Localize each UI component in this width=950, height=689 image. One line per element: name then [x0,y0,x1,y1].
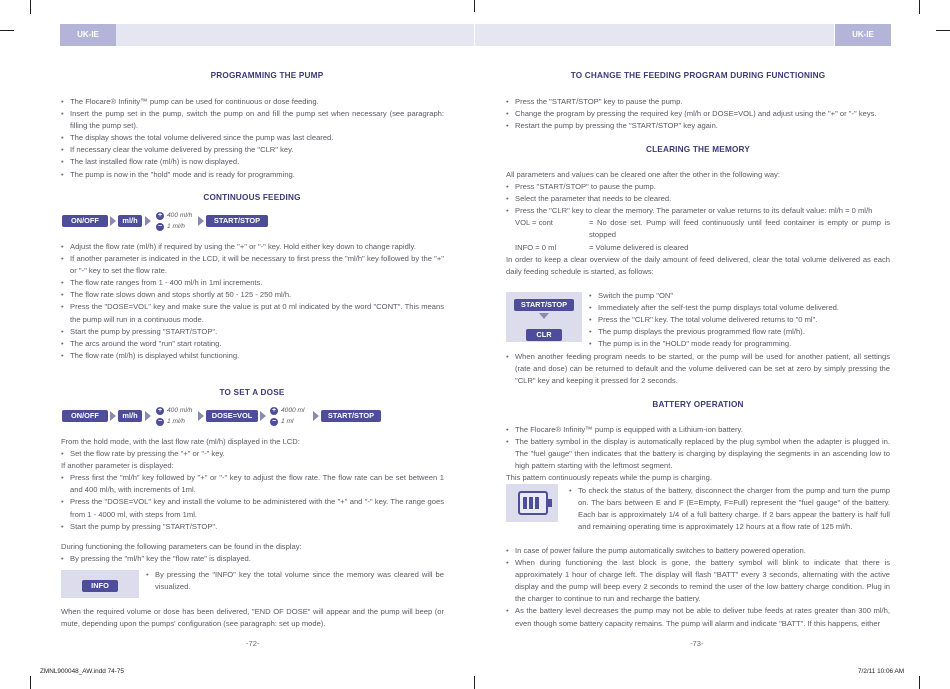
list-item: • As the battery level decreases the pump may not be able to deliver tube feeds at rates greater than 300 ml/h, even though some battery capacity remains. The pump will alarm and indicate "BATT". If this happens, either [506,605,890,629]
memory-overview: In order to keep a clear overview of the daily amount of feed delivered, clear the total volume delivered as each daily feeding schedule is started, as follows: [506,254,890,276]
crop-mark [0,30,14,31]
minus-range-label: 1 ml [281,418,294,425]
list-item: • By pressing the "ml/h" key the "flow rate" is displayed. [61,553,444,565]
dose-text [61,436,444,565]
crop-mark [474,0,475,12]
list-item: • Press first the "ml/h" key followed by "+" or "-" key to adjust the flow rate. The flow rate can be set between 1 and 400 ml/h, with increments of 1ml. [61,472,444,496]
programming-bullets [61,96,444,181]
crop-mark [30,0,31,14]
memory-last [506,351,890,387]
list-item: • Insert the pump set in the pump, switch the pump on and fill the pump set when necessary (see paragraph: filling the pump set). [61,108,444,132]
arrow-icon [145,216,151,226]
memory-intro: All parameters and values can be cleared one after the other in the following way: [506,170,780,179]
list-item: • If necessary clear the volume delivered by pressing the "CLR" key. [61,144,444,156]
list-item: • Press the "DOSE=VOL" key and install the volume to be administered with the "+" and "-" key. The range goes from 1 - 4000 ml, with steps from 1ml. [61,496,444,520]
list-item: • Change the program by pressing the required key (ml/h or DOSE=VOL) and adjust using the "+" or "-" keys. [506,108,890,120]
vol-label: VOL = cont [515,218,553,228]
info-default-row [506,242,890,254]
start-stop-key: START/STOP [514,299,574,311]
list-item: • The arcs around the word "run" start rotating. [61,338,444,350]
list-item: • The flow rate ranges from 1 - 400 ml/h in 1ml increments. [61,277,444,289]
list-item: • Start the pump by pressing "START/STOP". [61,521,444,533]
list-item: • Press the "START/STOP" key to pause the pump. [506,96,890,108]
language-tab-left: UK-IE [60,24,116,46]
list-item: • The display shows the total volume delivered since the pump was last cleared. [61,132,444,144]
arrow-icon [110,216,116,226]
battery-check [569,485,890,533]
on-off-key: ON/OFF [62,410,108,422]
minus-icon: − [157,418,163,425]
arrow-down-icon [539,313,549,319]
info-key: INFO [82,580,118,592]
start-stop-key: START/STOP [321,410,381,422]
section-title-dose: TO SET A DOSE [219,388,285,397]
crop-mark [936,30,950,31]
crop-mark [919,676,920,689]
plus-range-label: 400 ml/h [167,212,193,219]
arrow-icon [313,411,319,421]
dose-intro: From the hold mode, with the last flow rate (ml/h) displayed in the LCD: [61,437,300,446]
info-bullet [146,569,444,593]
plus-icon: + [271,407,277,414]
battery-pattern: This pattern continuously repeats while the pump is charging. [506,473,712,483]
plus-range-label: 4000 ml [281,407,305,414]
section-title-battery: BATTERY OPERATION [652,400,744,409]
crop-mark [919,0,920,14]
arrow-icon [198,216,204,226]
list-item: • Press the "DOSE=VOL" key and make sure the value is put at 0 ml indicated by the word "CONT". This means the pump will run in a continuous mode. [61,301,444,325]
start-stop-key: START/STOP [206,215,268,227]
info-label: INFO = 0 ml [515,242,557,252]
change-bullets [506,96,890,132]
vol-default-row [506,217,890,241]
list-item: • When during functioning the last block is gone, the battery symbol will blink to indicate that there is approximately 1 hour of charge left. The display will flash "BATT" every 3 seconds, alternating with the active display and the pump will beep every 2 seconds to remind the user of the low battery charge condition. Plug in the charger to continue to run and recharge the battery. [506,557,890,605]
dose-vol-key: DOSE=VOL [206,410,258,422]
arrow-icon [110,411,116,421]
list-item: • The Flocare® Infinity™ pump is equipped with a Lithium-ion battery. [506,424,890,436]
list-item: • Start the pump by pressing "START/STOP". [61,326,444,338]
list-item: • The flow rate slows down and stops shortly at 50 - 125 - 250 ml/h. [61,289,444,301]
crop-mark [30,676,31,689]
list-item: • Adjust the flow rate (ml/h) if required by using the "+" or "-" key. Hold either key down to change rapidly. [61,241,444,253]
section-title-programming: PROGRAMMING THE PUMP [210,71,324,80]
battery-text [506,424,890,484]
memory-steps [589,290,890,350]
minus-icon: − [157,223,163,230]
section-title-memory: CLEARING THE MEMORY [645,145,751,154]
info-desc: = Volume delivered is cleared [589,242,689,252]
vol-desc: = No dose set. Pump will feed continuously until feed container is empty or pump is stopped [589,218,890,240]
dose-end-text: When the required volume or dose has been delivered, "END OF DOSE" will appear and the pump will beep (or mute, depending upon the pumps' configuration (see paragraph: set up mode). [61,607,444,629]
battery-icon [518,491,548,515]
arrow-icon [260,411,266,421]
memory-text [506,169,890,278]
language-tab-right: UK-IE [835,24,891,46]
list-item: • Press "START/STOP" to pause the pump. [506,181,890,193]
ml-h-key: ml/h [118,215,142,227]
plus-range-label: 400 ml/h [167,407,193,414]
list-item: • If another parameter is indicated in the LCD, it will be necessary to first press the "ml/h" key followed by the "+" or "-" key to set the flow rate. [61,253,444,277]
list-item: • Switch the pump "ON" [589,290,890,302]
ml-h-key: ml/h [118,410,142,422]
arrow-icon [145,411,151,421]
dose-during: During functioning the following parameters can be found in the display: [61,541,302,551]
list-item: • Restart the pump by pressing the "START/STOP" key again. [506,120,890,132]
page-number-left: -72- [246,639,260,648]
dose-mid: If another parameter is displayed: [61,461,174,471]
page-number-right: -73- [690,639,704,648]
footer-timestamp: 7/2/11 10:06 AM [858,668,905,675]
header-band-right [475,24,834,46]
list-item: • The pump is in the "HOLD" mode ready for programming. [589,338,890,350]
list-item: • To check the status of the battery, disconnect the charger from the pump and turn the pump on. The bars between E and F (E=Empty, F=Full) represent the "fuel gauge" of the battery. Each bar is approximately 1/4 of a full battery charge. If 2 bars appear the battery is half full and remaining operating time is approximately 12 hours at a flow rate of 125 ml/h. [569,485,890,533]
list-item: • Select the parameter that needs to be cleared. [506,193,890,205]
clr-key: CLR [526,329,562,341]
plus-icon: + [157,407,163,414]
dose-end [61,606,444,630]
list-item: • The pump is now in the "hold" mode and is ready for programming. [61,169,444,181]
list-item: • The flow rate (ml/h) is displayed whilst functioning. [61,350,444,362]
list-item: • The battery symbol in the display is automatically replaced by the plug symbol when the adapter is plugged in. The "fuel gauge" then indicates that the battery is charging by displaying the segments in an ascending low to high pattern starting with the leftmost segment. [506,436,890,472]
list-item: • By pressing the "INFO" key the total volume since the memory was cleared will be visualized. [146,569,444,593]
list-item: • The last installed flow rate (ml/h) is now displayed. [61,156,444,168]
crop-mark [474,676,475,689]
plus-icon: + [157,212,163,219]
footer-file-name: ZMNL900048_AW.indd 74-75 [40,668,124,675]
list-item: • Press the "CLR" key to clear the memory. The parameter or value returns to its default value: ml/h = 0 ml/h [506,205,890,217]
header-band-left [116,24,474,46]
list-item: • When another feeding program needs to be started, or the pump will be used for another patient, all settings (rate and dose) can be returned to default and the volume delivered can be set at zero by simply pressing the "CLR" key and keeping it pressed for 2 seconds. [506,351,890,387]
list-item: • Immediately after the self-test the pump displays total volume delivered. [589,302,890,314]
minus-range-label: 1 ml/h [167,418,185,425]
minus-icon: − [271,418,277,425]
list-item: • The pump displays the previous programmed flow rate (ml/h). [589,326,890,338]
section-title-change: TO CHANGE THE FEEDING PROGRAM DURING FUNCTIONING [570,71,826,80]
list-item: • In case of power failure the pump automatically switches to battery powered operation. [506,545,890,557]
list-item: • Press the "CLR" key. The total volume delivered returns to "0 ml". [589,314,890,326]
list-item: • The Flocare® Infinity™ pump can be used for continuous or dose feeding. [61,96,444,108]
continuous-bullets [61,241,444,362]
arrow-icon [198,411,204,421]
battery-bullets [506,545,890,630]
minus-range-label: 1 ml/h [167,223,185,230]
section-title-continuous: CONTINUOUS FEEDING [203,193,301,202]
list-item: • Set the flow rate by pressing the "+" or "-" key. [61,448,444,460]
on-off-key: ON/OFF [62,215,108,227]
